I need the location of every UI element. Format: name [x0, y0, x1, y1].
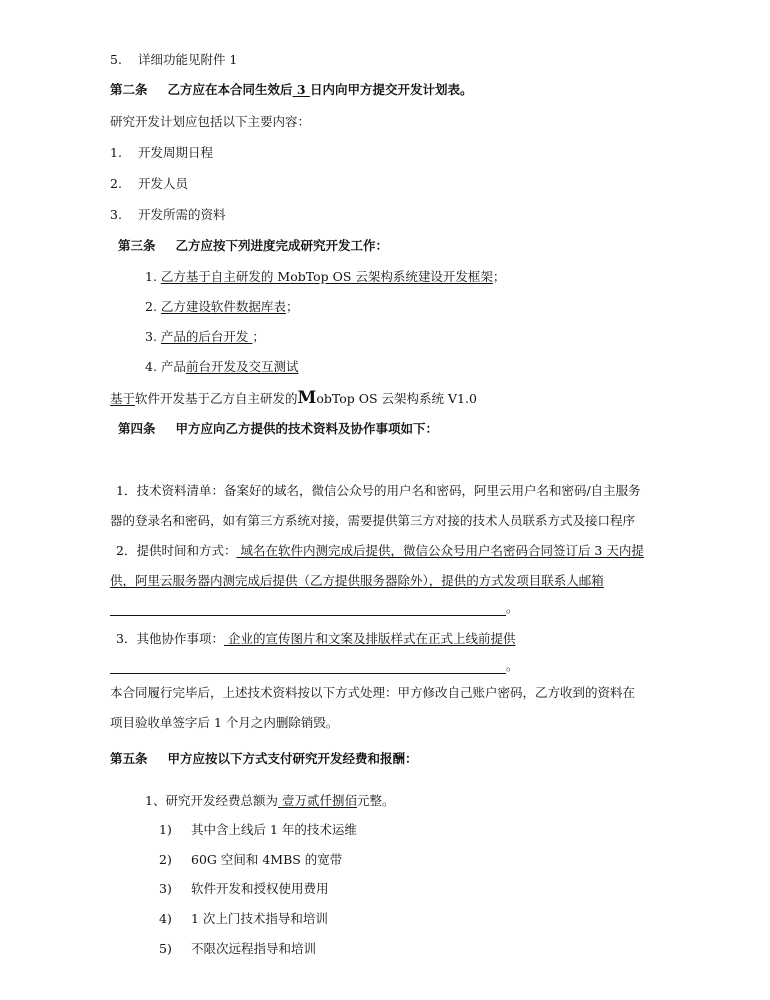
item-number: 4.	[145, 359, 157, 374]
line-text-tail: obTop OS 云架构系统 V1.0	[316, 391, 477, 406]
article-text: 乙方应在本合同生效后	[167, 82, 293, 97]
item-text: 产品的后台开发	[160, 329, 253, 344]
item-number: 2.	[145, 299, 157, 314]
progress-item-3	[145, 329, 265, 345]
article-text-tail: 日内向甲方提交开发计划表。	[309, 82, 473, 97]
underlined-prefix: 基于	[110, 391, 136, 406]
item-number: 3.	[110, 207, 122, 222]
line-text: 软件开发基于乙方自主研发的	[135, 391, 298, 406]
fee-item-3	[159, 881, 329, 897]
item-text: 软件开发和授权使用费用	[191, 881, 329, 896]
provide-blank-line	[110, 600, 519, 616]
item-text: 前台开发及交互测试	[185, 359, 299, 374]
item-text: 开发周期日程	[137, 145, 213, 160]
blank-rule	[110, 603, 506, 616]
progress-item-2	[145, 299, 298, 315]
article-4	[118, 421, 438, 437]
item-tail: ；	[252, 329, 265, 344]
item-text: 乙方基于自主研发的 MobTop OS 云架构系统建设开发框架	[160, 269, 493, 284]
fee-prefix: 1、研究开发经费总额为	[145, 793, 278, 808]
item-number: 1.	[110, 145, 122, 160]
item-number: 1)	[159, 822, 172, 837]
fee-item-2	[159, 852, 342, 868]
fee-amount: 壹万贰仟捌佰	[277, 793, 357, 808]
item-text: 60G 空间和 4MBS 的宽带	[191, 852, 343, 867]
provide-line-1	[116, 543, 644, 559]
other-blank-line	[110, 658, 519, 674]
progress-item-1	[145, 269, 505, 285]
article-label: 第四条	[118, 421, 156, 436]
provide-line-2	[110, 573, 604, 589]
large-letter: M	[297, 388, 317, 408]
days-value: 3	[292, 82, 310, 97]
other-label: 3．其他协作事项：	[116, 631, 224, 646]
other-text: 企业的宣传图片和文案及排版样式在正式上线前提供	[223, 631, 516, 646]
after-line-2: 项目验收单签字后 1 个月之内删除销毁。	[110, 715, 339, 730]
article-label: 第二条	[110, 82, 148, 97]
item-text: 其中含上线后 1 年的技术运维	[191, 822, 357, 837]
article-5	[110, 751, 418, 767]
blank-rule	[110, 661, 506, 674]
line-end: 。	[506, 658, 519, 673]
item-text: 1 次上门技术指导和培训	[191, 911, 328, 926]
plan-item-3	[110, 207, 225, 223]
line-end: 。	[506, 600, 519, 615]
fee-item-1	[159, 822, 357, 838]
article-text: 乙方应按下列进度完成研究开发工作：	[175, 238, 389, 253]
article-2	[110, 82, 472, 98]
item-number: 4)	[159, 911, 172, 926]
plan-item-2	[110, 176, 188, 192]
item-text: 乙方建设软件数据库表	[160, 299, 286, 314]
provide-text-continued: 供，阿里云服务器内测完成后提供（乙方提供服务器除外），提供的方式发项目联系人邮箱	[110, 573, 604, 588]
item-number: 2)	[159, 852, 172, 867]
fee-suffix: 元整。	[356, 793, 395, 808]
other-collab-line	[116, 631, 515, 647]
item-number: 5)	[159, 941, 172, 956]
article-3	[118, 238, 388, 254]
progress-item-4	[145, 359, 298, 375]
item-number: 2.	[110, 176, 122, 191]
plan-item-1	[110, 145, 213, 161]
item-number: 3)	[159, 881, 172, 896]
after-line-1: 本合同履行完毕后，上述技术资料按以下方式处理：甲方修改自己账户密码，乙方收到的资料在	[110, 685, 636, 700]
item-number: 3.	[145, 329, 157, 344]
item-tail: ；	[285, 299, 299, 314]
item-prefix: 产品	[160, 359, 186, 374]
article-text: 甲方应按以下方式支付研究开发经费和报酬：	[167, 751, 418, 766]
item-number: 1.	[145, 269, 157, 284]
item-text: 详细功能见附件 1	[137, 52, 238, 67]
fee-total-line	[145, 793, 394, 809]
article-text: 甲方应向乙方提供的技术资料及协作事项如下：	[175, 421, 439, 436]
intro-item-5	[110, 52, 237, 68]
plan-intro: 研究开发计划应包括以下主要内容：	[110, 114, 311, 129]
tech-list-line-1: 1．技术资料清单：备案好的域名，微信公众号的用户名和密码，阿里云用户名和密码/自主服务	[116, 483, 641, 498]
provide-label: 2．提供时间和方式：	[116, 543, 237, 558]
item-text: 开发人员	[137, 176, 188, 191]
fee-item-4	[159, 911, 328, 927]
base-system-line	[110, 390, 477, 407]
item-text: 开发所需的资料	[137, 207, 226, 222]
item-number: 5.	[110, 52, 122, 67]
article-label: 第三条	[118, 238, 156, 253]
article-label: 第五条	[110, 751, 148, 766]
tech-list-line-2: 器的登录名和密码，如有第三方系统对接，需要提供第三方对接的技术人员联系方式及接口程序	[110, 513, 636, 528]
provide-text: 域名在软件内测完成后提供，微信公众号用户名密码合同签订后 3 天内提	[236, 543, 644, 558]
item-tail: ；	[492, 269, 506, 284]
fee-item-5	[159, 941, 316, 957]
item-text: 不限次远程指导和培训	[191, 941, 317, 956]
